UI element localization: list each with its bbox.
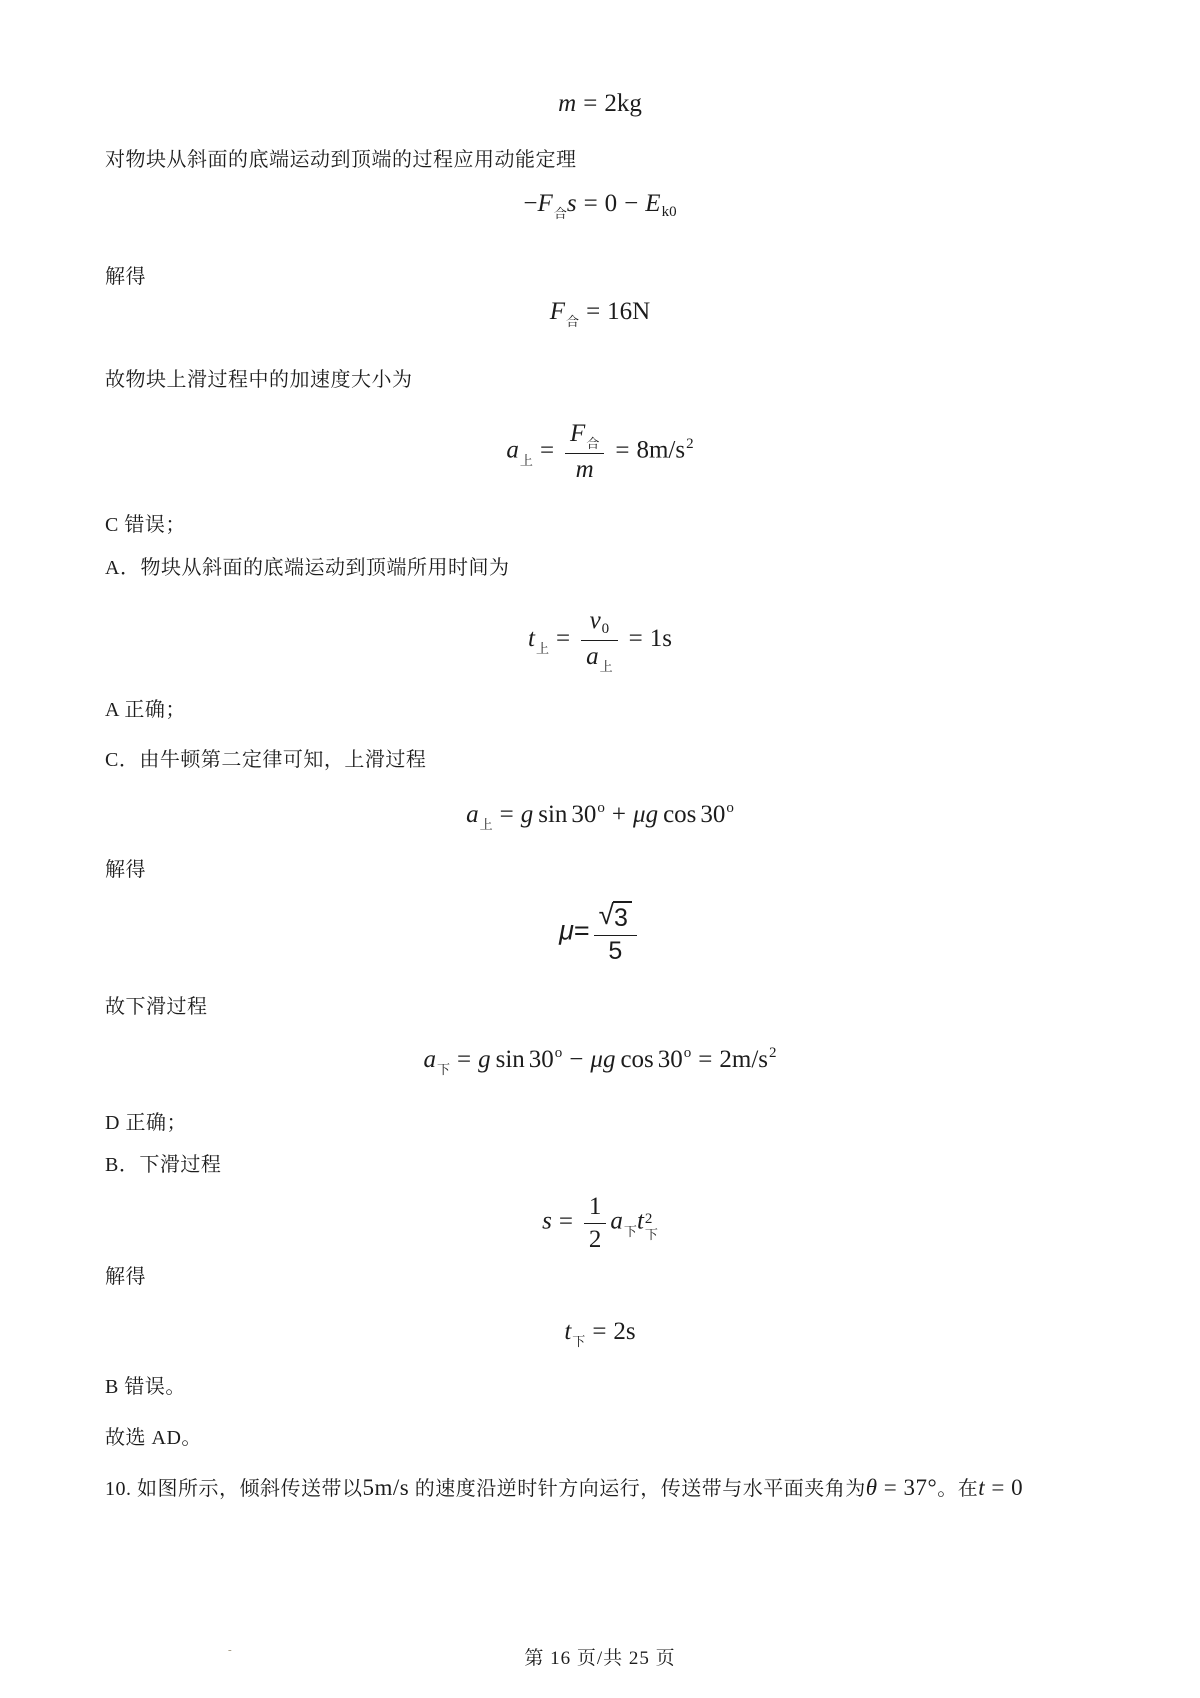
text-option-c-wrong: C 错误；: [105, 514, 186, 536]
text-option-c: C．由牛顿第二定律可知，上滑过程: [105, 749, 427, 771]
var-a: a: [506, 436, 519, 464]
formula-newton-up: $a_上 = g$ $\sin 30^o + \mu g$ cos 30$^o$: [466, 800, 734, 832]
text-option-b: B．下滑过程: [105, 1154, 222, 1176]
var-mu-g: μg: [633, 801, 659, 828]
var-mu-g: μg: [590, 1046, 616, 1073]
text-option-d-correct: D 正确；: [105, 1112, 187, 1134]
var-mu: μ: [559, 915, 574, 946]
formula-work-energy: $-F_合s = 0 - E_{k0}$: [523, 190, 677, 221]
page-footer: 第 16 页/共 25 页: [524, 1648, 676, 1669]
fraction: $\frac{v_0}{a_上}$: [581, 607, 618, 674]
var-theta: θ: [865, 1475, 878, 1500]
var-m: m: [558, 90, 577, 117]
text-solve-3: 解得: [105, 1266, 146, 1288]
var-E: E: [645, 190, 661, 217]
var-a: a: [610, 1207, 623, 1235]
text-option-a-correct: A 正确；: [105, 699, 186, 721]
var-a: a: [466, 801, 479, 828]
var-t: t: [978, 1475, 986, 1500]
var-g: g: [520, 801, 534, 828]
var-F: F: [549, 298, 566, 325]
formula-mass: m = 2kg: [558, 90, 642, 117]
formula-time-down: $t_下 = 2s$: [564, 1318, 636, 1349]
var-t: t: [528, 625, 535, 653]
var-t: t: [636, 1207, 644, 1235]
degree-symbol: °: [927, 1475, 938, 1500]
var-a: a: [423, 1046, 436, 1073]
fraction: $\frac{F_合}{m}$: [565, 420, 604, 484]
sup-sub-stack: 2 下: [644, 1210, 658, 1242]
fraction: √ 3 5: [594, 901, 637, 965]
text-accel-up: 故物块上滑过程中的加速度大小为: [105, 369, 413, 391]
text-downslide: 故下滑过程: [105, 996, 208, 1018]
text-option-a: A．物块从斜面的底端运动到顶端所用时间为: [105, 557, 510, 579]
var-g: g: [478, 1046, 491, 1073]
question-10-text: 10. 如图所示，倾斜传送带以5m/s 的速度沿逆时针方向运行，传送带与水平面夹角为θ = 37°。在t = 0: [105, 1475, 1024, 1500]
formula-accel-up: $a_上$ = $\frac{F_合}{m}$ = $8m/s^2$: [506, 420, 694, 484]
fraction: $\frac{1}{2}$: [584, 1193, 607, 1253]
formula-displacement: s = $\frac{1}{2}$ $a_下t$ 2 下: [542, 1193, 658, 1253]
var-F: F: [537, 190, 553, 217]
var-s: s: [542, 1207, 552, 1235]
formula-net-force: $F_合 = 16N$: [549, 298, 651, 329]
text-kinetic-theorem: 对物块从斜面的底端运动到顶端的过程应用动能定理: [105, 149, 577, 171]
text-option-b-wrong: B 错误。: [105, 1376, 186, 1398]
formula-time-up: $t_上$ = $\frac{v_0}{a_上}$ = 1s: [528, 607, 672, 674]
text-answer: 故选 AD。: [105, 1427, 202, 1449]
formula-mu: μ= √ 3 5: [0, 901, 1200, 965]
square-root: √ 3: [599, 901, 632, 933]
formula-accel-down: $a_下 = g$ $\sin 30^o - \mu g$ $\cos 30^o = 2m/s^2$: [423, 1045, 777, 1077]
text-solve-2: 解得: [105, 859, 146, 881]
radical-sign: √: [598, 899, 615, 930]
stray-scan-mark: -: [228, 1644, 232, 1656]
var-s: s: [566, 190, 577, 217]
var-t: t: [564, 1318, 572, 1345]
text-solve-1: 解得: [105, 266, 146, 288]
